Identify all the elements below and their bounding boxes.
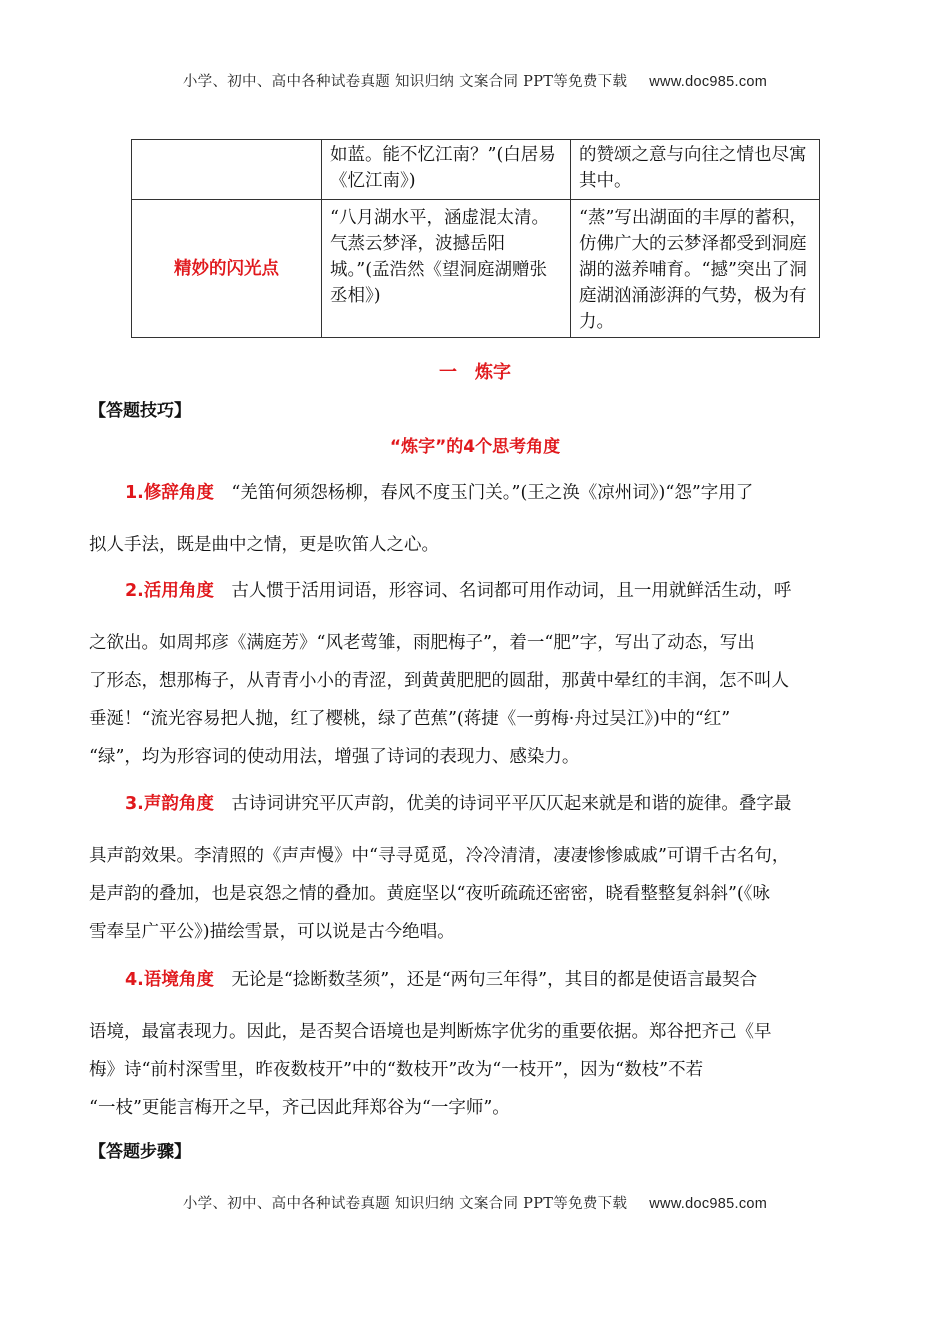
item-rhetoric	[89, 474, 863, 564]
item-label: 4.语境角度	[125, 970, 214, 990]
item-line: “一枝”更能言梅开之早，齐己因此拜郑谷为“一字师”。	[89, 1098, 510, 1118]
table-row-label	[132, 140, 322, 200]
footer-url: www.doc985.com	[649, 1196, 768, 1212]
header-url: www.doc985.com	[649, 74, 768, 90]
page-header	[0, 70, 950, 91]
footer-text: 小学、初中、高中各种试卷真题 知识归纳 文案合同 PPT等免费下载	[182, 1196, 628, 1212]
comparison-table	[131, 139, 820, 338]
item-line: 了形态，想那梅子，从青青小小的青涩，到黄黄肥肥的圆甜，那黄中晕红的丰润，怎不叫人	[89, 671, 789, 691]
item-line: “绿”，均为形容词的使动用法，增强了诗词的表现力、感染力。	[89, 747, 580, 767]
subtitle: “炼字”的4个思考角度	[389, 437, 561, 457]
item-context	[89, 961, 863, 1127]
item-line: 具声韵效果。李清照的《声声慢》中“寻寻觅觅，冷冷清清，凄凄惨惨戚戚”可谓千古名句，	[89, 846, 790, 866]
answer-skills-heading: 【答题技巧】	[89, 401, 191, 421]
header-text: 小学、初中、高中各种试卷真题 知识归纳 文案合同 PPT等免费下载	[182, 74, 628, 90]
section-title: 一 炼字	[439, 362, 511, 383]
table-cell-analysis: 的赞颂之意与向往之情也尽寓其中。	[571, 140, 820, 200]
table-row-label: 精妙的闪光点	[132, 200, 322, 338]
item-line: 古诗词讲究平仄声韵，优美的诗词平平仄仄起来就是和谐的旋律。叠字最	[231, 794, 792, 814]
item-line: 古人惯于活用词语，形容词、名词都可用作动词，且一用就鲜活生动，呼	[231, 581, 792, 601]
page-footer	[0, 1192, 950, 1213]
table-cell-poem: “八月湖水平，涵虚混太清。气蒸云梦泽，波撼岳阳城。”(孟浩然《望洞庭湖赠张丞相》)	[322, 200, 571, 338]
item-line: 垂涎！“流光容易把人抛，红了樱桃，绿了芭蕉”(蒋捷《一剪梅·舟过吴江》)中的“红”	[89, 709, 731, 729]
item-line: 语境，最富表现力。因此，是否契合语境也是判断炼字优劣的重要依据。郑谷把齐己《早	[89, 1022, 772, 1042]
item-line: 是声韵的叠加，也是哀怨之情的叠加。黄庭坚以“夜听疏疏还密密，晓看整整复斜斜”(《咏	[89, 884, 770, 904]
item-label: 1.修辞角度	[125, 483, 214, 503]
item-flexible-use	[89, 572, 863, 776]
answer-steps-heading: 【答题步骤】	[89, 1142, 191, 1162]
item-phonology	[89, 785, 863, 951]
item-line: 雪奉呈广平公》)描绘雪景，可以说是古今绝唱。	[89, 922, 455, 942]
item-line: 之欲出。如周邦彦《满庭芳》“风老莺雏，雨肥梅子”，着一“肥”字，写出了动态，写出	[89, 633, 755, 653]
table-cell-poem: 如蓝。能不忆江南？”(白居易《忆江南》)	[322, 140, 571, 200]
item-line: “羌笛何须怨杨柳，春风不度玉门关。”(王之涣《凉州词》)“怨”字用了	[231, 483, 754, 503]
item-line: 梅》诗“前村深雪里，昨夜数枝开”中的“数枝开”改为“一枝开”，因为“数枝”不若	[89, 1060, 704, 1080]
table-row	[132, 200, 820, 338]
item-line: 无论是“捻断数茎须”，还是“两句三年得”，其目的都是使语言最契合	[231, 970, 758, 990]
table-cell-analysis: “蒸”写出湖面的丰厚的蓄积，仿佛广大的云梦泽都受到洞庭湖的滋养哺育。“撼”突出了洞庭湖汹涌澎湃的气势，极为有力。	[571, 200, 820, 338]
item-label: 2.活用角度	[125, 581, 214, 601]
item-label: 3.声韵角度	[125, 794, 214, 814]
item-line: 拟人手法，既是曲中之情，更是吹笛人之心。	[89, 535, 439, 555]
table-row	[132, 140, 820, 200]
